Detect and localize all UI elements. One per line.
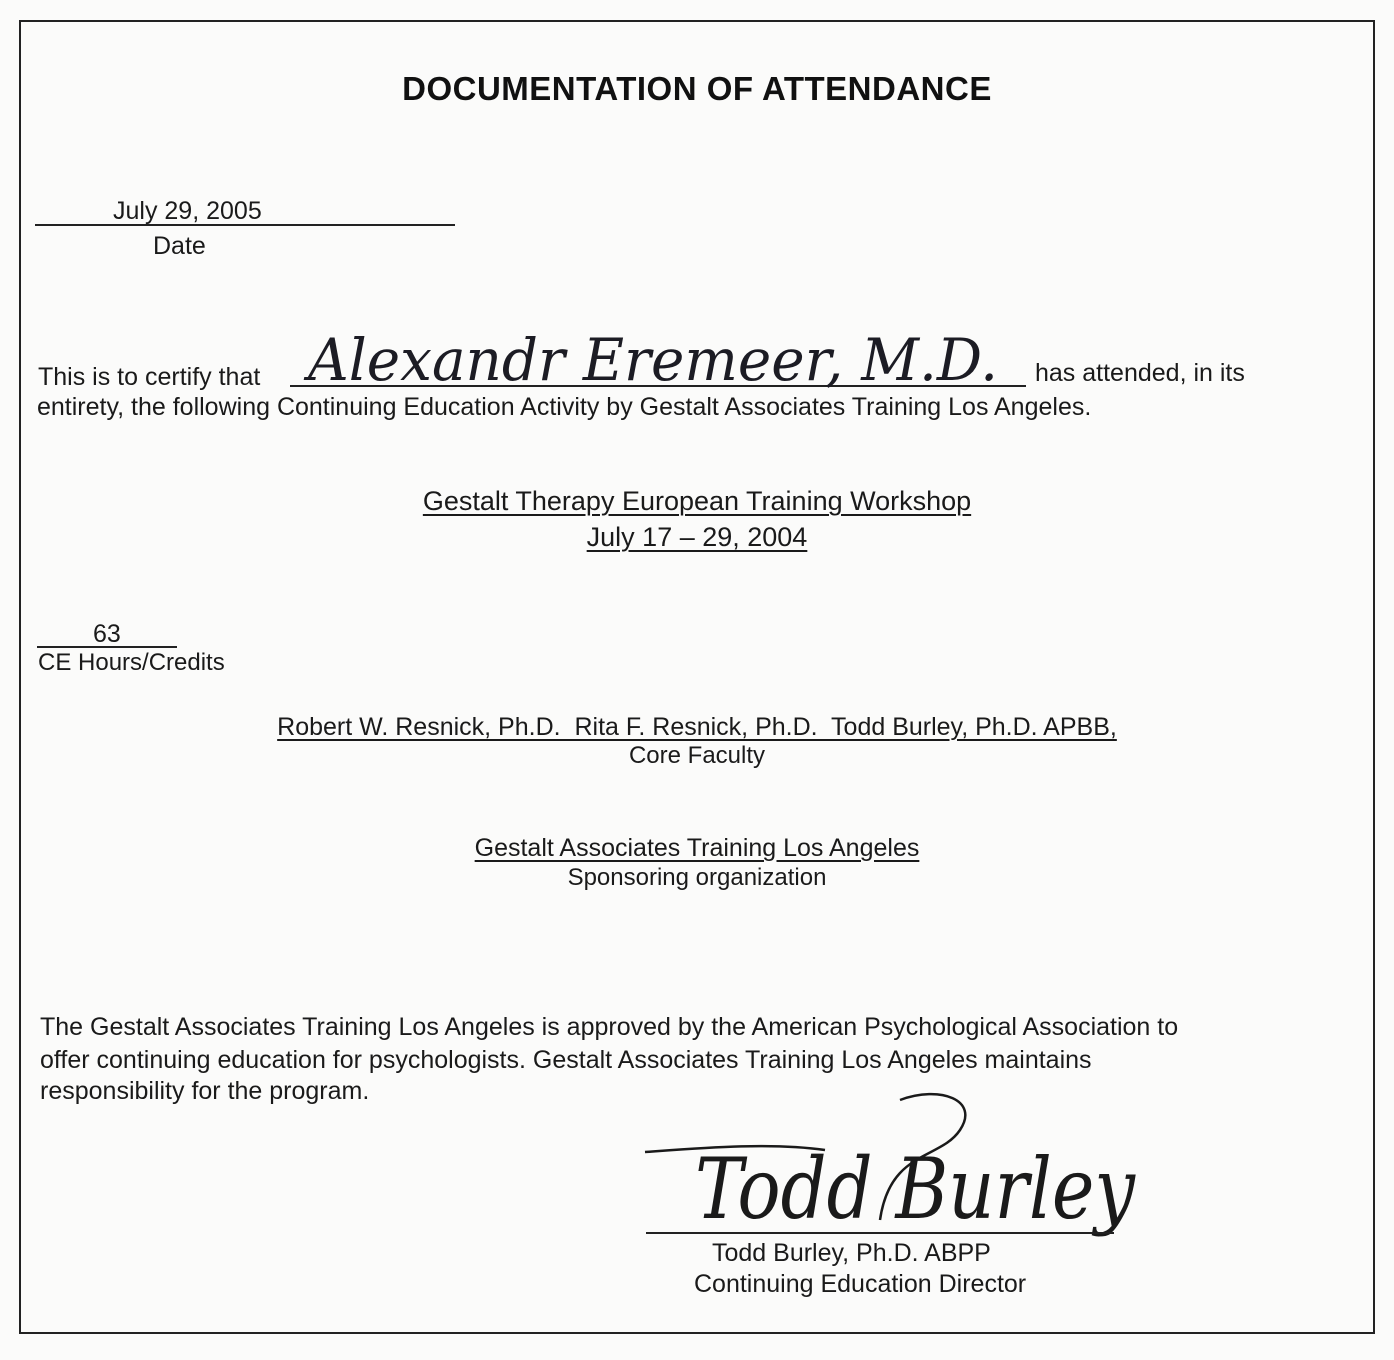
date-value: July 29, 2005 [113,197,262,225]
workshop-name-wrap [0,486,1394,517]
approval-line-1: The Gestalt Associates Training Los Angeles is approved by the American Psychological Association to [40,1013,1179,1041]
director-title: Continuing Education Director [694,1270,1027,1298]
certify-prefix: This is to certify that [38,363,261,391]
workshop-name: Gestalt Therapy European Training Workshop [422,486,972,516]
workshop-dates-wrap [0,522,1394,553]
attendee-signature [300,320,1020,392]
ce-hours-label: CE Hours/Credits [38,649,225,676]
faculty-names-wrap [0,713,1394,742]
director-signature-text: Todd Burley [695,1140,1137,1238]
director-signature [640,1090,1160,1240]
attendee-signature-text: Alexandr Eremeer, M.D. [303,326,998,392]
sponsor-label: Sponsoring organization [567,864,827,891]
sponsor-name-wrap [0,834,1394,863]
workshop-dates: July 17 – 29, 2004 [586,522,808,552]
ce-hours-underline [37,646,177,648]
sponsor-name: Gestalt Associates Training Los Angeles [474,834,920,862]
ce-hours-value: 63 [93,620,121,648]
date-label: Date [153,232,206,260]
approval-line-3: responsibility for the program. [40,1077,370,1105]
director-name: Todd Burley, Ph.D. ABPP [712,1239,991,1267]
date-underline [35,224,455,226]
faculty-label: Core Faculty [628,742,766,769]
approval-line-2: offer continuing education for psychologists. Gestalt Associates Training Los Angeles maintains [40,1046,1092,1074]
certify-suffix: has attended, in its [1035,359,1245,387]
faculty-names: Robert W. Resnick, Ph.D. Rita F. Resnick, Ph.D. Todd Burley, Ph.D. APBB, [277,713,1117,741]
certify-line-2: entirety, the following Continuing Education Activity by Gestalt Associates Training Los Angeles. [37,393,1092,421]
document-title: DOCUMENTATION OF ATTENDANCE [402,70,992,107]
director-signature-underline [646,1232,1114,1234]
